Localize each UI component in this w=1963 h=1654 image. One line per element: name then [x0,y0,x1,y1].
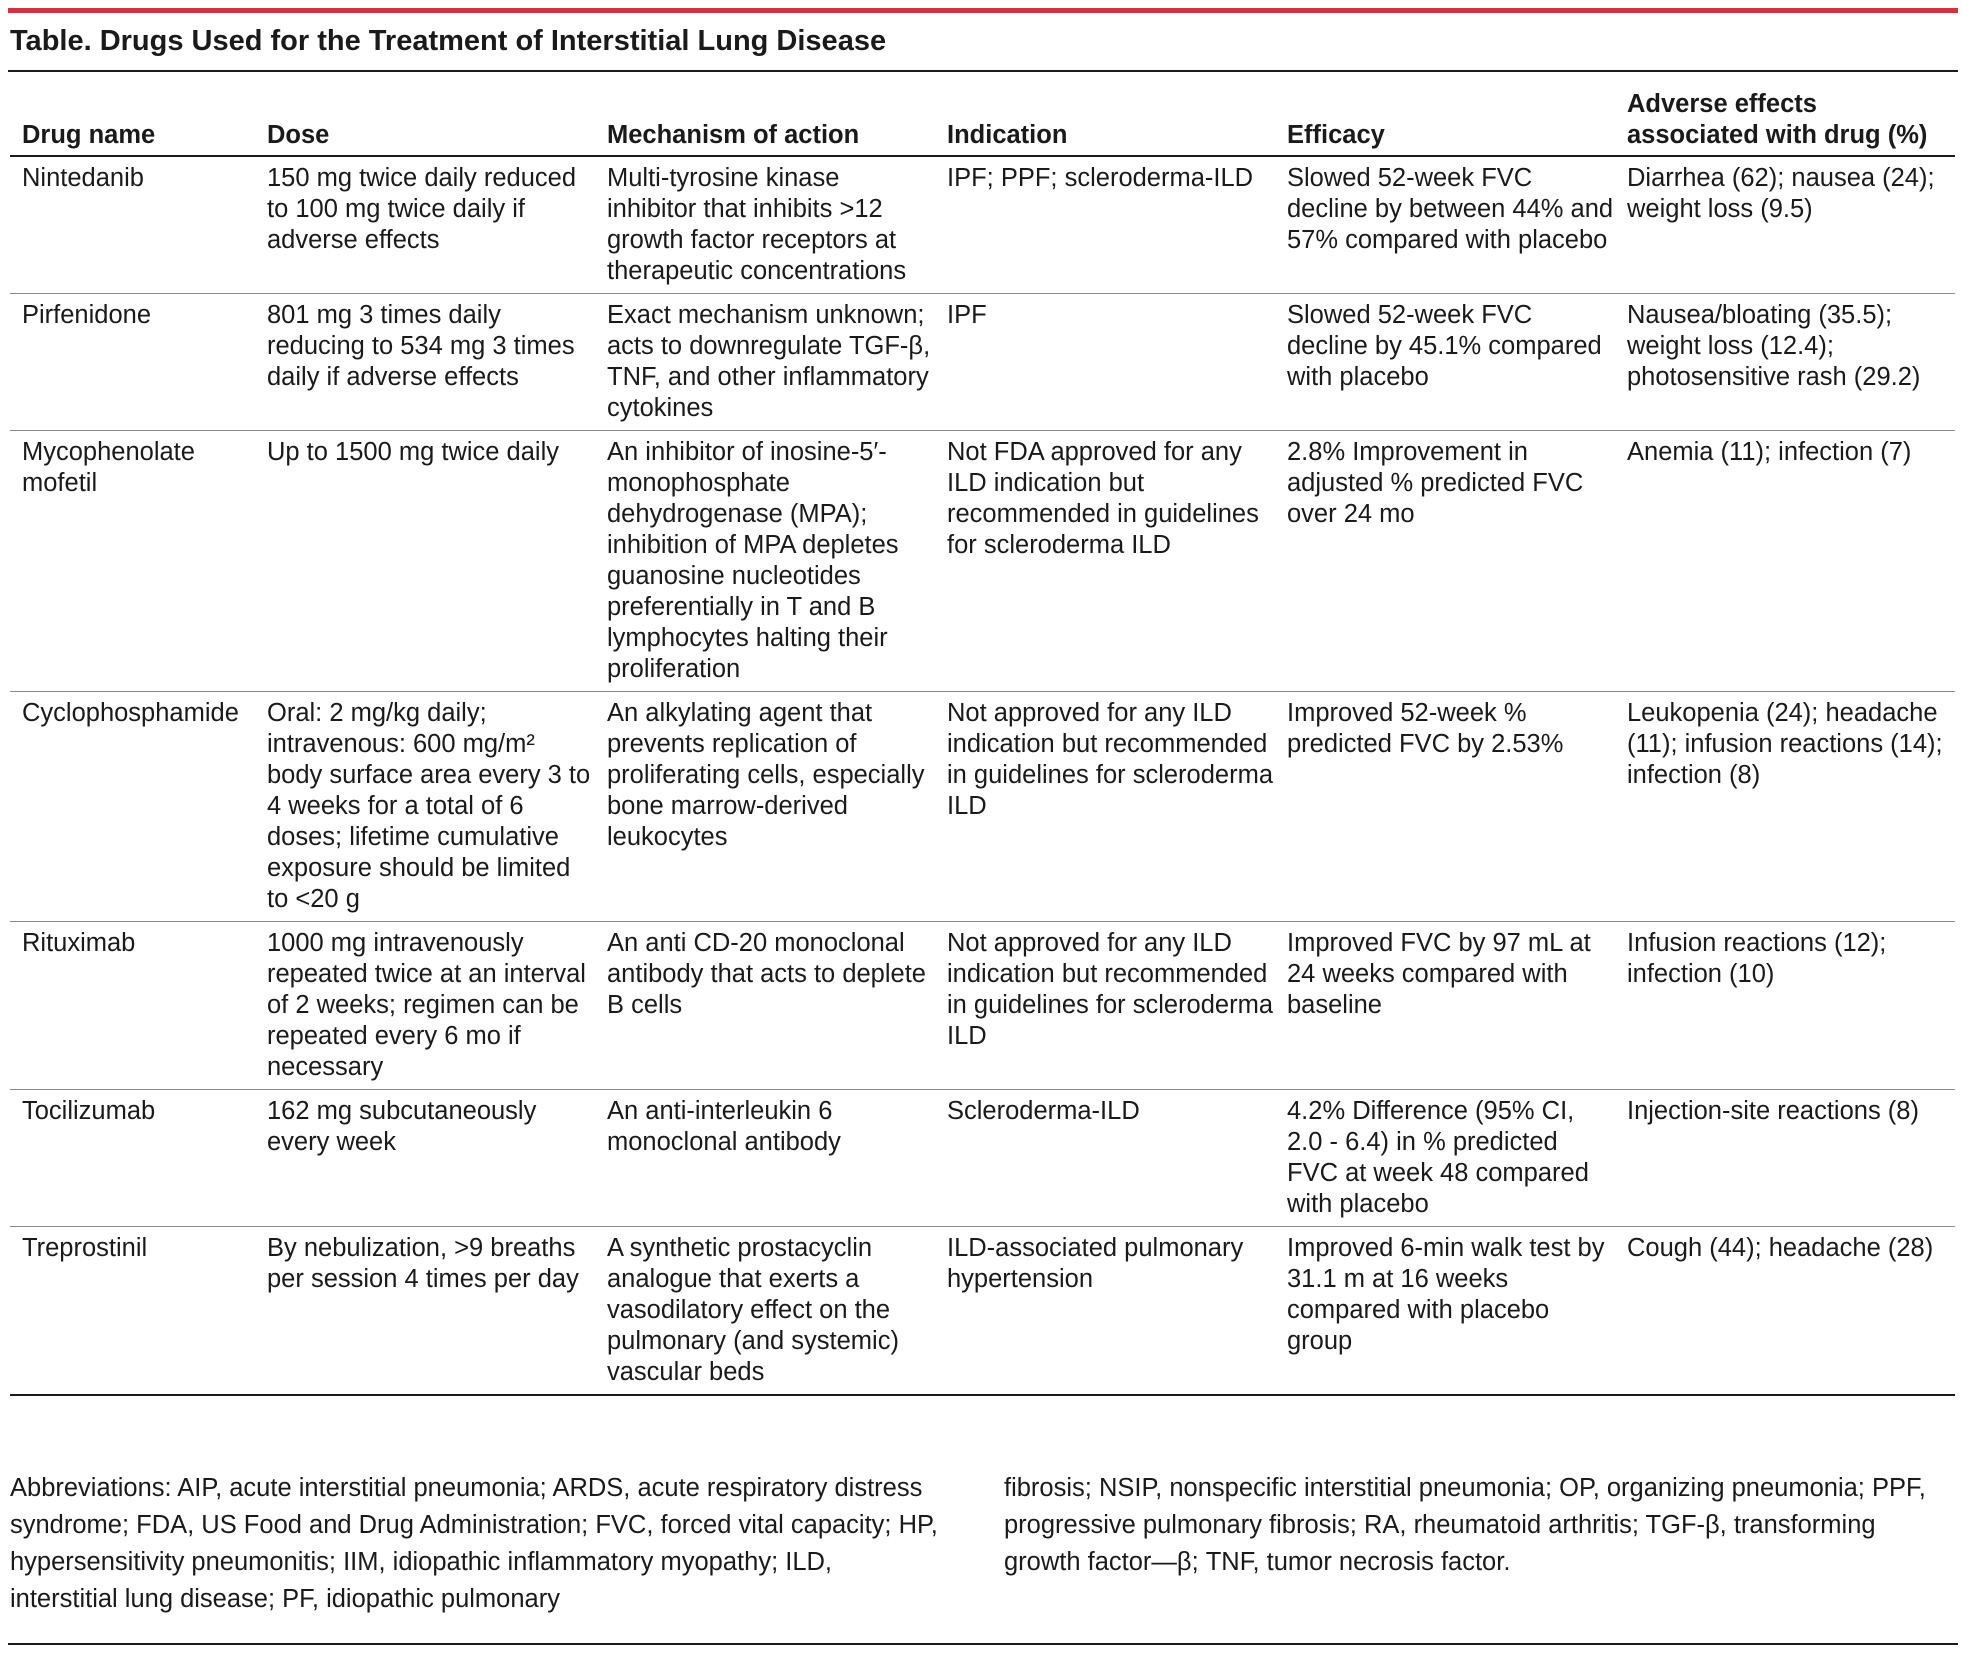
adverse-effects: Infusion reactions (12); infection (10) [1627,929,1887,988]
header-row [10,78,1955,156]
title-rule [8,70,1958,72]
bottom-rule [8,1643,1958,1645]
mechanism: An anti CD-20 monoclonal antibody that acts to deplete B cells [607,929,926,1019]
adverse-effects: Diarrhea (62); nausea (24); weight loss (9.5) [1627,164,1935,223]
drug-name: Mycophenolate mofetil [22,438,195,497]
table-title: Table. Drugs Used for the Treatment of Interstitial Lung Disease [10,25,887,57]
table-row [10,431,1955,692]
indication: ILD-associated pulmonary hypertension [947,1234,1244,1293]
efficacy: Improved 6-min walk test by 31.1 m at 16 weeks compared with placebo group [1287,1234,1605,1355]
dose: 162 mg subcutaneously every week [267,1097,537,1156]
header-adverse-effects: Adverse effects associated with drug (%) [1627,90,1928,149]
mechanism: An alkylating agent that prevents replication of proliferating cells, especially bone marrow-derived leukocytes [607,699,925,851]
adverse-effects: Nausea/bloating (35.5); weight loss (12.4); photosensitive rash (29.2) [1627,301,1921,391]
header-dose: Dose [267,121,330,149]
table-row [10,156,1955,294]
efficacy: 4.2% Difference (95% CI, 2.0 - 6.4) in % predicted FVC at week 48 compared with placebo [1287,1097,1589,1218]
drug-name: Pirfenidone [22,301,152,329]
accent-top-bar [8,8,1958,13]
drug-name: Nintedanib [22,164,144,192]
indication: Not approved for any ILD indication but recommended in guidelines for scleroderma ILD [947,699,1273,820]
dose: 1000 mg intravenously repeated twice at an interval of 2 weeks; regimen can be repeated every 6 mo if necessary [267,929,586,1081]
dose: Oral: 2 mg/kg daily; intravenous: 600 mg/m² body surface area every 3 to 4 weeks for a total of 6 doses; lifetime cumulative exposure should be limited to <20 g [267,699,591,913]
table-row [10,922,1955,1090]
table-row [10,294,1955,431]
adverse-effects: Cough (44); headache (28) [1627,1234,1934,1262]
efficacy: 2.8% Improvement in adjusted % predicted FVC over 24 mo [1287,438,1584,528]
indication: Not FDA approved for any ILD indication but recommended in guidelines for scleroderma ILD [947,438,1259,559]
dose: Up to 1500 mg twice daily [267,438,559,466]
header-drug-name: Drug name [22,121,156,149]
abbreviations-footnote-right: fibrosis; NSIP, nonspecific interstitial pneumonia; OP, organizing pneumonia; PPF, progressive pulmonary fibrosis; RA, rheumatoid arthritis; TGF-β, transforming growth factor—β; TNF, tumor necrosis factor. [1004,1474,1926,1576]
drug-name: Rituximab [22,929,136,957]
indication: Not approved for any ILD indication but recommended in guidelines for scleroderma ILD [947,929,1273,1050]
header-mechanism: Mechanism of action [607,121,860,149]
table-row [10,1227,1955,1396]
mechanism: Exact mechanism unknown; acts to downregulate TGF-β, TNF, and other inflammatory cytokines [607,301,931,422]
dose: 801 mg 3 times daily reducing to 534 mg 3 times daily if adverse effects [267,301,575,391]
efficacy: Slowed 52-week FVC decline by 45.1% compared with placebo [1287,301,1602,391]
adverse-effects: Leukopenia (24); headache (11); infusion reactions (14); infection (8) [1627,699,1943,789]
dose: 150 mg twice daily reduced to 100 mg twice daily if adverse effects [267,164,577,254]
drug-name: Treprostinil [22,1234,148,1262]
table-row [10,1090,1955,1227]
efficacy: Slowed 52-week FVC decline by between 44% and 57% compared with placebo [1287,164,1614,254]
abbreviations-footnote-left: Abbreviations: AIP, acute interstitial pneumonia; ARDS, acute respiratory distress syndrome; FDA, US Food and Drug Administration; FVC, forced vital capacity; HP, hypersensitivity pneumonitis; IIM, idiopathic inflammatory myopathy; ILD, interstitial lung disease; PF, idiopathic pulmonary [10,1474,938,1613]
adverse-effects: Injection-site reactions (8) [1627,1097,1919,1125]
indication: IPF [947,301,987,329]
drug-name: Tocilizumab [22,1097,156,1125]
mechanism: An anti-interleukin 6 monoclonal antibody [607,1097,841,1156]
drug-table [10,78,1955,1396]
header-indication: Indication [947,121,1068,149]
adverse-effects: Anemia (11); infection (7) [1627,438,1912,466]
dose: By nebulization, >9 breaths per session 4 times per day [267,1234,579,1293]
efficacy: Improved 52-week % predicted FVC by 2.53% [1287,699,1564,758]
efficacy: Improved FVC by 97 mL at 24 weeks compared with baseline [1287,929,1591,1019]
indication: IPF; PPF; scleroderma-ILD [947,164,1254,192]
mechanism: Multi-tyrosine kinase inhibitor that inhibits >12 growth factor receptors at therapeutic concentrations [607,164,907,285]
drug-name: Cyclophosphamide [22,699,239,727]
mechanism: A synthetic prostacyclin analogue that exerts a vasodilatory effect on the pulmonary (and systemic) vascular beds [607,1234,899,1386]
header-efficacy: Efficacy [1287,121,1385,149]
indication: Scleroderma-ILD [947,1097,1140,1125]
table-row [10,692,1955,922]
mechanism: An inhibitor of inosine-5′-monophosphate dehydrogenase (MPA); inhibition of MPA depletes guanosine nucleotides preferentially in T and B lymphocytes halting their proliferation [607,438,899,683]
